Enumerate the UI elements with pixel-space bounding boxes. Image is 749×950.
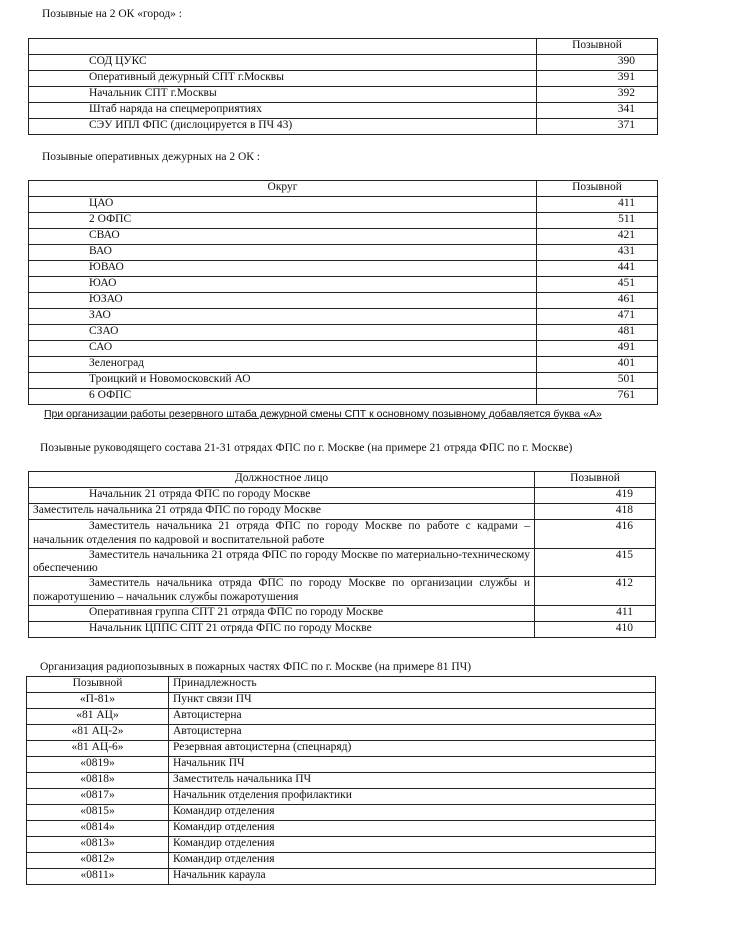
table-row: «0814» Командир отделения	[27, 821, 656, 837]
table-row: СЗАО 481	[29, 325, 658, 341]
table-row: «0818» Заместитель начальника ПЧ	[27, 773, 656, 789]
reserve-staff-note: При организации работы резервного штаба дежурной смены СПТ к основному позывному добавляется буква «А»	[44, 408, 602, 420]
table-row: Начальник ЦППС СПТ 21 отряда ФПС по городу Москве 410	[29, 621, 656, 637]
section4-title: Организация радиопозывных в пожарных частях ФПС по г. Москве (на примере 81 ПЧ)	[40, 661, 472, 673]
table-row: СВАО 421	[29, 229, 658, 245]
table-row: СОД ЦУКС 390	[29, 55, 658, 71]
table-row: «0813» Командир отделения	[27, 837, 656, 853]
header-callsign: Позывной	[537, 39, 658, 55]
table-row: ЗАО 471	[29, 309, 658, 325]
table-row: «81 АЦ-6» Резервная автоцистерна (спецнаряд)	[27, 741, 656, 757]
header-callsign: Позывной	[535, 472, 656, 488]
table-row: «П-81» Пункт связи ПЧ	[27, 693, 656, 709]
table-row: ВАО 431	[29, 245, 658, 261]
table-row: ЮЗАО 461	[29, 293, 658, 309]
table-row: ЮАО 451	[29, 277, 658, 293]
table-row: 2 ОФПС 511	[29, 213, 658, 229]
section3-title: Позывные руководящего состава 21-31 отрядах ФПС по г. Москве (на примере 21 отряда ФПС по г. Москве)	[40, 442, 573, 454]
table-row: «0815» Командир отделения	[27, 805, 656, 821]
header-position: Должностное лицо	[29, 472, 535, 488]
table-row: «81 АЦ-2» Автоцистерна	[27, 725, 656, 741]
table-row: Зеленоград 401	[29, 357, 658, 373]
table-row: Троицкий и Новомосковский АО 501	[29, 373, 658, 389]
table-row: Заместитель начальника 21 отряда ФПС по городу Москве 418	[29, 504, 656, 520]
section2-table	[28, 180, 658, 405]
section3-table	[28, 471, 656, 638]
table-row: 6 ОФПС 761	[29, 389, 658, 405]
table-row: «81 АЦ» Автоцистерна	[27, 709, 656, 725]
table-row: Начальник 21 отряда ФПС по городу Москве 419	[29, 488, 656, 504]
table-row: САО 491	[29, 341, 658, 357]
table-header-row	[29, 472, 656, 488]
table-row: Заместитель начальника 21 отряда ФПС по городу Москве по работе с кадрами – начальник отделения по кадровой и воспитательной работе 416	[29, 520, 656, 549]
header-callsign: Позывной	[537, 181, 658, 197]
table-row: Заместитель начальника 21 отряда ФПС по городу Москве по материально-техническому обеспечению 415	[29, 548, 656, 577]
section1-title: Позывные на 2 ОК «город» :	[42, 8, 182, 20]
table-row: «0819» Начальник ПЧ	[27, 757, 656, 773]
table-row: Штаб наряда на спецмероприятиях 341	[29, 103, 658, 119]
section2-title: Позывные оперативных дежурных на 2 ОК :	[42, 151, 261, 163]
table-row: СЭУ ИПЛ ФПС (дислоцируется в ПЧ 43) 371	[29, 119, 658, 135]
table-header-row	[27, 677, 656, 693]
table-row: Оперативная группа СПТ 21 отряда ФПС по городу Москве 411	[29, 605, 656, 621]
section4-table	[26, 676, 656, 885]
table-row: ЦАО 411	[29, 197, 658, 213]
table-row: Заместитель начальника отряда ФПС по городу Москве по организации службы и пожаротушению – начальник службы пожаротушения 412	[29, 577, 656, 606]
table-row: ЮВАО 441	[29, 261, 658, 277]
table-row: «0817» Начальник отделения профилактики	[27, 789, 656, 805]
table-row: Оперативный дежурный СПТ г.Москвы 391	[29, 71, 658, 87]
header-owner: Принадлежность	[169, 677, 656, 693]
header-district: Округ	[29, 181, 537, 197]
table-header-row	[29, 181, 658, 197]
table-header-row	[29, 39, 658, 55]
table-row: Начальник СПТ г.Москвы 392	[29, 87, 658, 103]
section1-table	[28, 38, 658, 135]
header-callsign: Позывной	[27, 677, 169, 693]
table-row: «0812» Командир отделения	[27, 853, 656, 869]
table-row: «0811» Начальник караула	[27, 869, 656, 885]
